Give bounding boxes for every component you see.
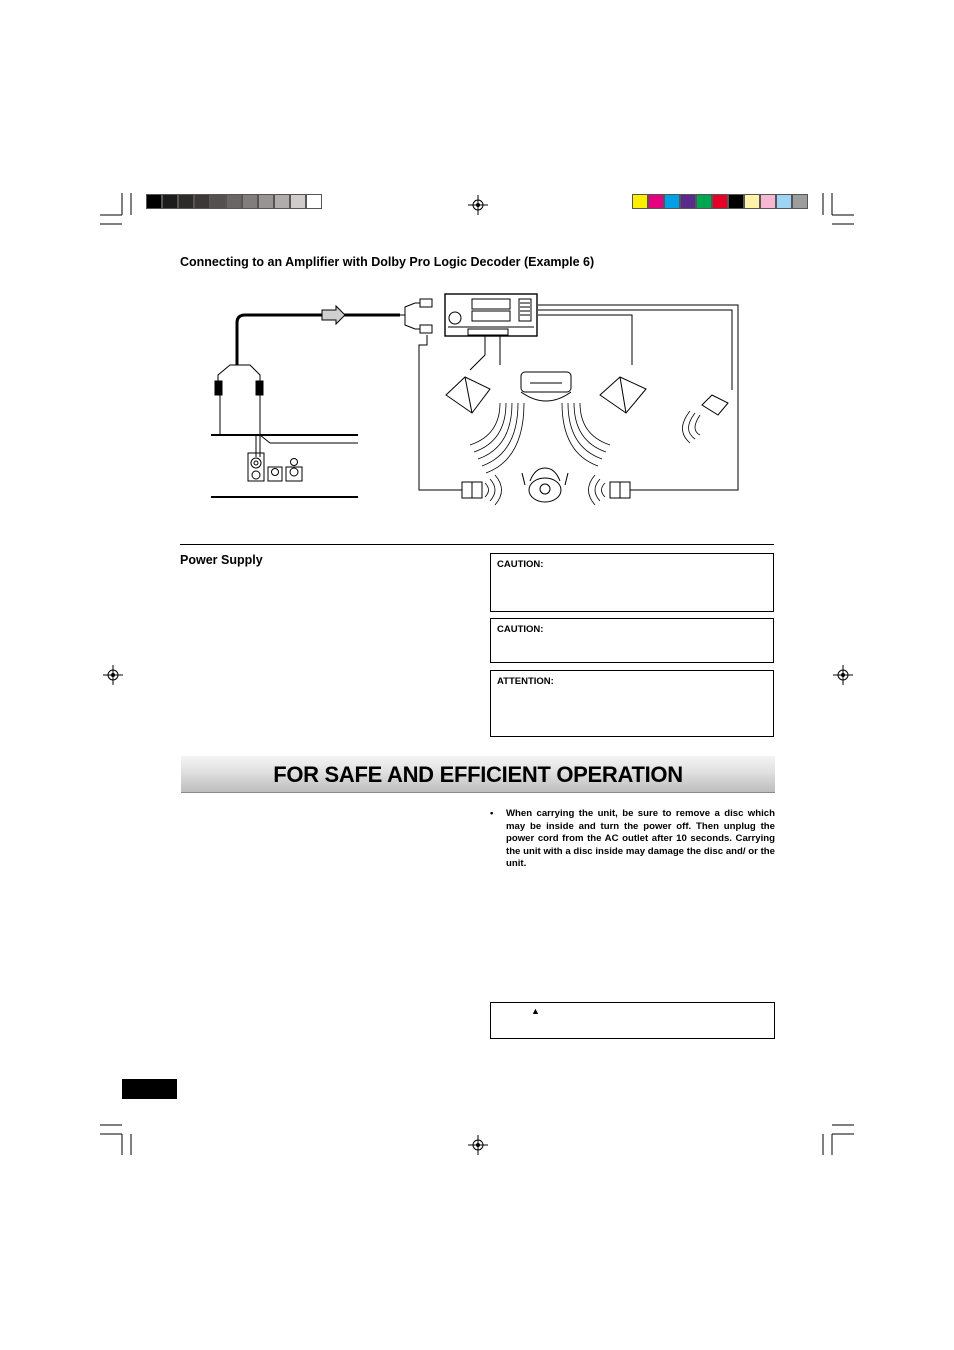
color-swatch bbox=[210, 194, 226, 209]
registration-mark-icon bbox=[468, 195, 488, 215]
color-swatch bbox=[760, 194, 776, 209]
color-swatch bbox=[274, 194, 290, 209]
dvd-player-rear-panel bbox=[211, 435, 358, 497]
color-swatch bbox=[226, 194, 242, 209]
color-swatch bbox=[664, 194, 680, 209]
attention-label: ATTENTION: bbox=[497, 676, 554, 687]
color-swatch bbox=[712, 194, 728, 209]
caution-label: CAUTION: bbox=[497, 559, 544, 570]
color-swatch bbox=[290, 194, 306, 209]
section-divider bbox=[180, 544, 774, 545]
color-swatch bbox=[258, 194, 274, 209]
color-swatch bbox=[242, 194, 258, 209]
color-swatch bbox=[696, 194, 712, 209]
color-swatch bbox=[632, 194, 648, 209]
bullet-marker: • bbox=[490, 808, 494, 819]
safety-banner bbox=[181, 756, 775, 793]
caution-box bbox=[490, 618, 774, 663]
front-left-speaker bbox=[446, 377, 490, 413]
subwoofer bbox=[702, 395, 728, 415]
amplifier bbox=[445, 294, 537, 336]
connection-diagram bbox=[200, 285, 745, 510]
center-speaker bbox=[521, 372, 571, 401]
color-swatch bbox=[776, 194, 792, 209]
attention-box bbox=[490, 670, 774, 737]
rear-left-speaker bbox=[462, 482, 482, 498]
registration-mark-icon bbox=[468, 1135, 488, 1155]
banner-title: FOR SAFE AND EFFICIENT OPERATION bbox=[273, 762, 683, 787]
color-swatch bbox=[728, 194, 744, 209]
color-swatch bbox=[306, 194, 322, 209]
color-swatch bbox=[680, 194, 696, 209]
color-swatch bbox=[744, 194, 760, 209]
eject-note-box bbox=[490, 1002, 775, 1039]
caution-box bbox=[490, 553, 774, 612]
registration-mark-icon bbox=[833, 665, 853, 685]
color-swatch bbox=[162, 194, 178, 209]
eject-icon: ▲ bbox=[531, 1006, 540, 1016]
power-supply-heading: Power Supply bbox=[180, 553, 263, 567]
bullet-text: When carrying the unit, be sure to remove a disc which may be inside and turn the power off. Then unplug the power cord from the AC outlet after 10 seconds. Carrying the unit with a disc inside may damage the disc and/ or the unit. bbox=[506, 808, 775, 870]
color-swatch bbox=[194, 194, 210, 209]
section-title: Connecting to an Amplifier with Dolby Pro Logic Decoder (Example 6) bbox=[180, 255, 595, 269]
color-swatch bbox=[792, 194, 808, 209]
registration-mark-icon bbox=[103, 665, 123, 685]
audio-cable bbox=[215, 299, 432, 457]
rear-right-speaker bbox=[610, 482, 630, 498]
color-swatch bbox=[648, 194, 664, 209]
listener-icon bbox=[522, 468, 568, 502]
caution-label: CAUTION: bbox=[497, 624, 544, 635]
color-swatch bbox=[178, 194, 194, 209]
safety-bullet bbox=[490, 808, 775, 871]
page-number-tab bbox=[122, 1079, 177, 1099]
color-swatch bbox=[146, 194, 162, 209]
signal-arrow-icon bbox=[322, 306, 345, 324]
front-right-speaker bbox=[600, 377, 646, 413]
